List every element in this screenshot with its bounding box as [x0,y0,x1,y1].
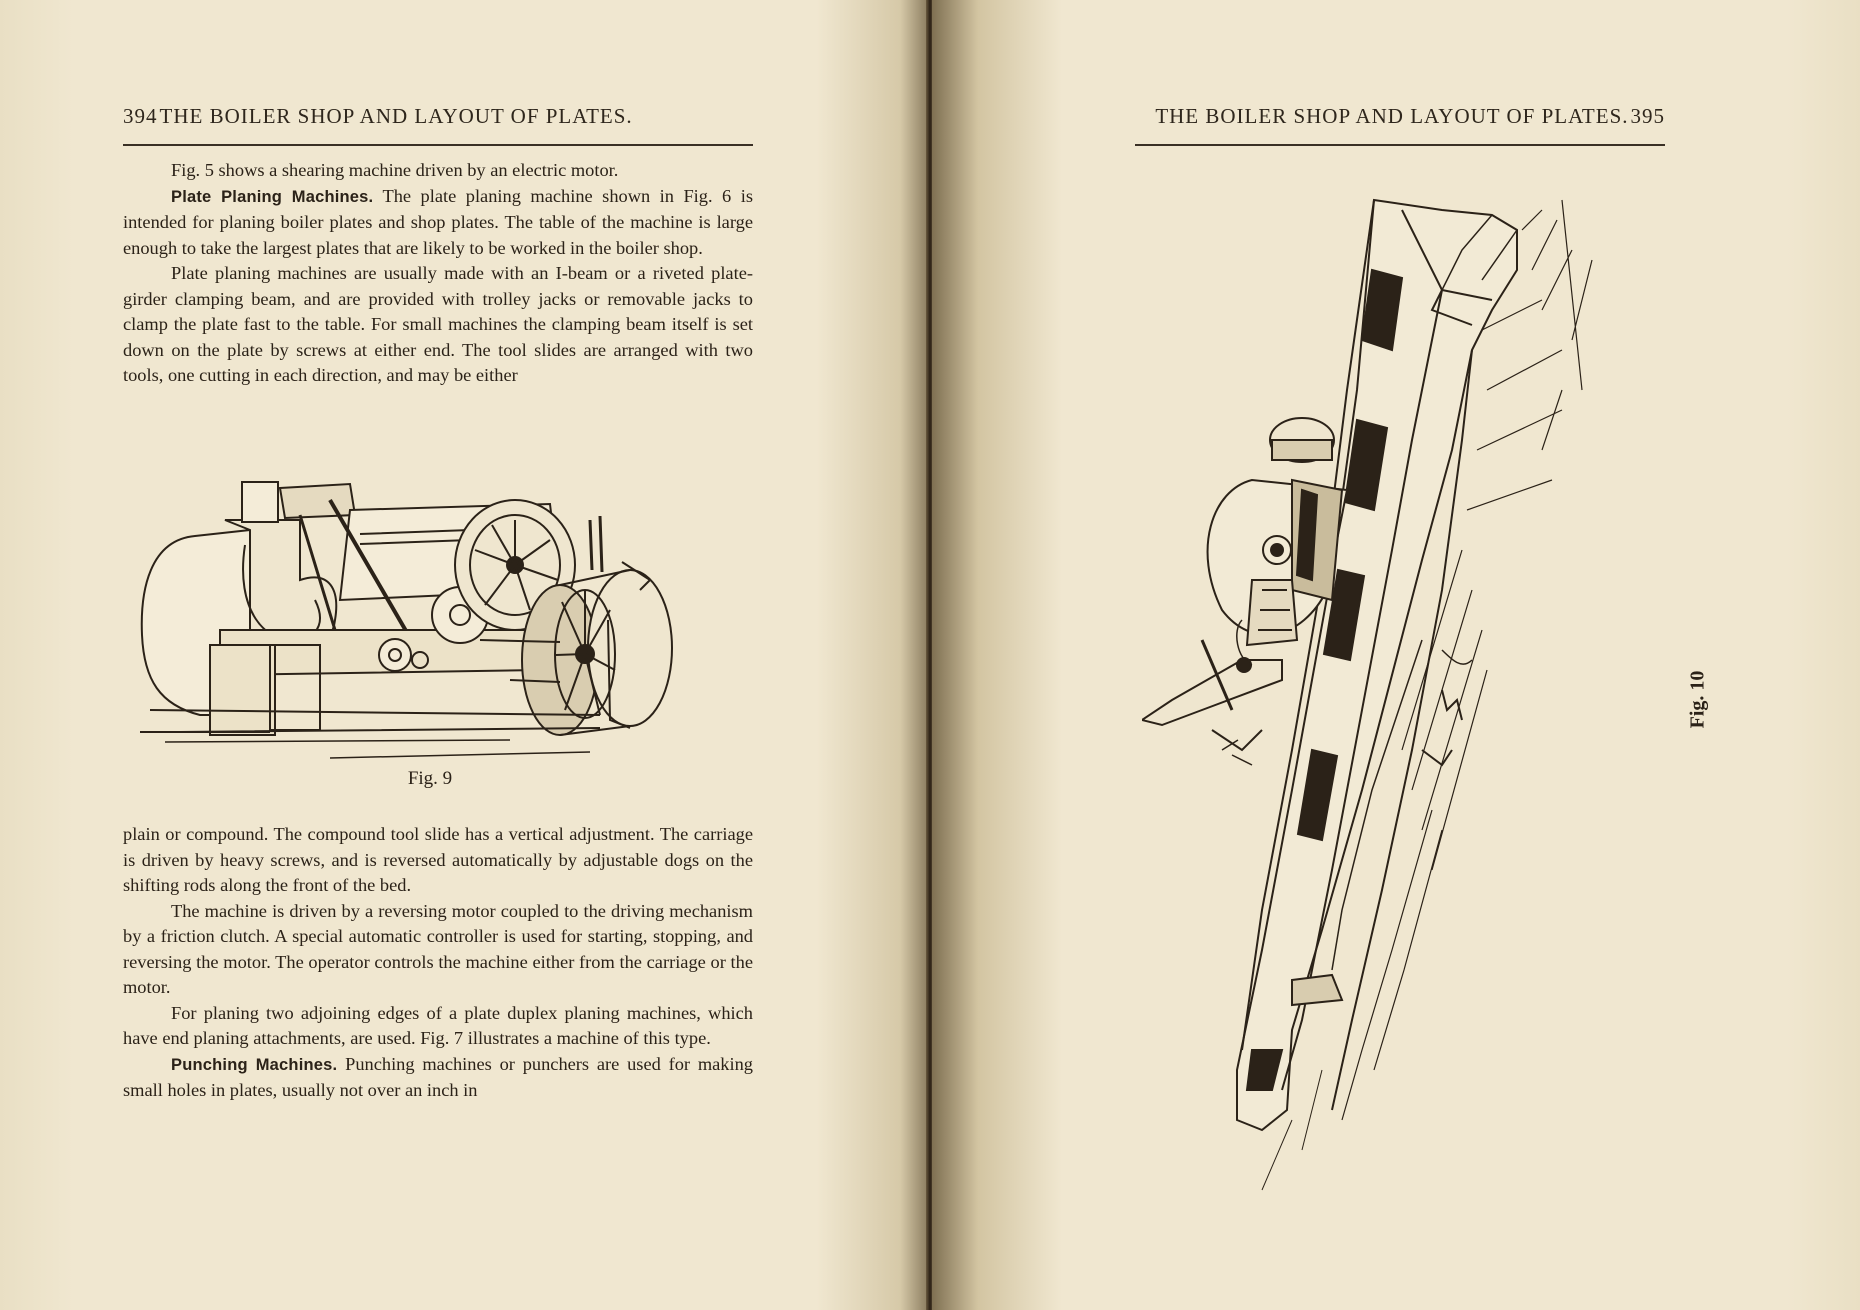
section-heading: Punching Machines. [171,1055,338,1074]
right-header-rule [1135,144,1665,146]
paragraph-text: Punching machines or punchers are used for making small holes in plates, usually not over an inch in [123,1053,753,1100]
right-running-head-title: THE BOILER SHOP AND LAYOUT OF PLATES. [1155,104,1629,128]
paragraph [123,1052,753,1104]
fig10-caption: Fig. 10 [1686,670,1709,729]
left-text-block-bottom [123,822,753,1104]
right-page-number: 395 [1630,104,1665,128]
paragraph-text: The plate planing machine shown in Fig. 6 is intended for planing boiler plates and shop plates. The table of the machine is large enough to take the largest plates that are likely to be worked in the boiler shop. [123,185,753,258]
paragraph-text: Plate planing machines are usually made with an I-beam or a riveted plate-girder clamping beam, and are provided with trolley jacks or removable jacks to clamp the plate fast to the table. For small machines the clamping beam itself is set down on the plate by screws at either end. The tool slides are arranged with two tools, one cutting in each direction, and may be either [123,263,753,385]
paragraph [123,1001,753,1052]
paragraph-text: Fig. 5 shows a shearing machine driven by an electric motor. [171,160,619,180]
left-text-block-top [123,158,753,389]
left-page-number: 394 [123,104,158,128]
right-page [932,0,1860,1310]
left-page [0,0,928,1310]
section-heading: Plate Planing Machines. [171,187,374,206]
right-running-head [1135,104,1665,129]
paragraph-text: plain or compound. The compound tool slide has a vertical adjustment. The carriage is driven by heavy screws, and is reversed automatically by adjustable dogs on the shifting rods along the front of the bed. [123,824,753,895]
paragraph [123,261,753,389]
left-running-head [123,104,753,129]
fig9-caption: Fig. 9 [407,768,453,789]
paragraph [123,184,753,262]
paragraph [123,899,753,1001]
left-running-head-title: THE BOILER SHOP AND LAYOUT OF PLATES. [159,104,633,128]
fig9-shearing-planer-illustration [130,470,750,760]
left-header-rule [123,144,753,146]
paragraph [123,158,753,184]
paragraph [123,822,753,899]
paragraph-text: For planing two adjoining edges of a plate duplex planing machines, which have end planing attachments, are used. Fig. 7 illustrates a machine of this type. [123,1002,753,1048]
fig10-plate-planer-illustration [1142,190,1612,1230]
paragraph-text: The machine is driven by a reversing motor coupled to the driving mechanism by a friction clutch. A special automatic controller is used for starting, stopping, and reversing the motor. The operator controls the machine either from the carriage or the motor. [123,900,753,997]
